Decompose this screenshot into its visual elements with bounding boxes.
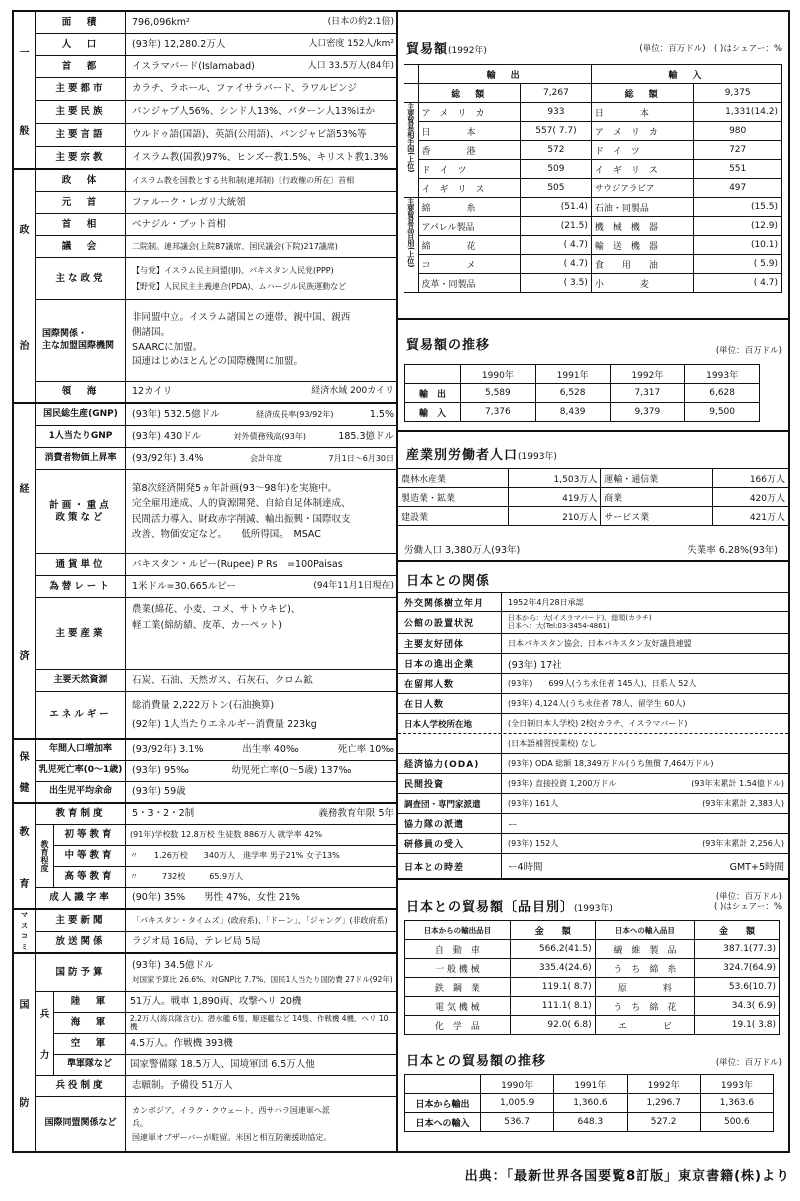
education-section [14, 804, 398, 910]
trade-trend-row: 輸 入 7,376 8,439 9,379 9,500 [405, 403, 760, 422]
japan-trade-trend-title: 日本との貿易額の推移 [406, 1054, 547, 1069]
politics-section [14, 170, 398, 404]
infant-mortality-row: 乳児死亡率(0〜1歳) (93年) 95‰ 幼児死亡率(0〜5歳) 137‰ [36, 761, 398, 782]
trade-trend-title: 貿易額の推移 [406, 338, 491, 353]
experts-dispatch-row: 調査団・専門家派遣 (93年) 161人 (93年末累計 2,383人) [398, 794, 788, 814]
labor-row: 建設業 210万人 サービス業 421万人 [398, 507, 788, 526]
friendship-groups-row: 主要友好団体 日本パキスタン協会、日本パキスタン友好議員連盟 [398, 634, 788, 654]
general-category: 一 般 [14, 12, 36, 168]
partner-row: イ ギ リ ス 505 サウジアラビア 497 [404, 179, 782, 198]
capital-row: 首 都 イスラマバード(Islamabad) 人口 33.5万人(84年) [36, 56, 398, 78]
life-expectancy-row: 出生児平均余命 (93年) 59歳 [36, 782, 398, 802]
japan-trade-row: 自 動 車 566.2(41.5) 繊 維 製 品 387.1(77.3) [405, 940, 780, 959]
economy-category: 経 済 [14, 404, 36, 738]
volunteers-row: 協力隊の派遣 ー [398, 814, 788, 834]
language-row: 主要言語 ウルドゥ語(国語)、英語(公用語)、パンジャビ語53%等 [36, 124, 398, 147]
trade-trend-table: 1990年 1991年 1992年 1993年 輸 出 5,589 6,528 7,317 6,628 輸 入 7,376 8,439 9,379 9,500 [404, 364, 760, 422]
japan-trade-unit: (単位：百万ドル) ( )はシェアー：% [714, 892, 782, 913]
country-profile-sheet [12, 10, 790, 1153]
religion-row: 主要宗教 イスラム教(国教)97%、ヒンズー教1.5%、キリスト教1.3% [36, 147, 398, 168]
cities-row: 主要都市 カラチ、ラホール、ファイサラバード、ラワルピンジ [36, 78, 398, 101]
trade-unit: (単位：百万ドル) ( )はシェアー：% [639, 44, 782, 54]
diplomatic-relations-row: 外交関係樹立年月 1952年4月28日承認 [398, 592, 788, 612]
trade-section [398, 12, 788, 320]
defense-category: 国 防 [14, 954, 36, 1151]
education-level-tag: 教育程度 [36, 825, 54, 888]
newspapers-row: 主要新聞 「パキスタン・タイムズ」(政府系)、「ドーン」、「ジャング」(非政府系) [36, 910, 398, 932]
labor-row: 製造業・鉱業 419万人 商業 420万人 [398, 488, 788, 507]
natural-resources-row: 主要天然資源 石炭、石油、天然ガス、石灰石、クロム鉱 [36, 670, 398, 692]
currency-row: 通貨単位 パキスタン・ルピー(Rupee) P Rs =100Paisas [36, 554, 398, 576]
labor-table [398, 468, 788, 526]
goods-row: コ メ ( 4.7) 食 用 油 ( 5.9) [404, 255, 782, 274]
goods-row: 皮革・同製品 ( 3.5) 小 麦 ( 4.7) [404, 274, 782, 293]
economy-section [14, 404, 398, 740]
broadcasting-row: 放送関係 ラジオ局 16局、テレビ局 5局 [36, 932, 398, 952]
japan-trade-trend-row: 日本への輸入 536.7 648.3 527.2 500.6 [405, 1113, 774, 1132]
politics-category: 政 治 [14, 170, 36, 402]
japan-trade-trend-unit: (単位：百万ドル) [715, 1058, 782, 1068]
japanese-residents-row: 在留邦人数 (93年) 699人(うち永住者 145人)、日系人 52人 [398, 674, 788, 694]
parliament-row: 議 会 二院制。連邦議会(上院87議席、国民議会(下院)217議席) [36, 236, 398, 258]
japan-relations-section [398, 562, 788, 880]
alliances-row: 国際同盟関係など カンボジア、イラク・クウェート、西サハラ国連軍へ派 兵。 国連軍オブザーバーが駐留。米国と相互防衛援助協定。 [36, 1097, 398, 1151]
supplementary-school-row: (日本語補習授業校) なし [398, 734, 788, 754]
oda-row: 経済協力(ODA) (93年) ODA 総額 18,349万ドル(うち無償 7,464万ドル) [398, 754, 788, 774]
trade-trend-unit: (単位：百万ドル) [715, 346, 782, 356]
japanese-companies-row: 日本の進出企業 (93年) 17社 [398, 654, 788, 674]
diplomatic-missions-row: 公館の設置状況 日本から：大(イスラマバード)、総領(カラチ) 日本へ：大(Tel:03-3454-4861) [398, 612, 788, 634]
japan-trade-table: 日本からの輸出品目 金 額 日本への輸入品目 金 額 自 動 車 566.2(41.5) 繊 維 製 品 387.1(77.3) 一 般 機 械 335.4(24.6) う ち 綿 糸 324.7(64.9) 鉄 鋼 業 119.1( 8.7) 原 料 53.6(10.7) 電 気 機 械 111.1( 8.1) う ち 綿 花 34.3( 6.9) 化 学 品 92.0( 6.8) エ ビ 19.1( 3.8) [404, 920, 780, 1035]
japanese-school-row: 日本人学校所在地 (全日制日本人学校) 2校(カラチ、イスラマバード) [398, 714, 788, 734]
defense-section [14, 954, 398, 1151]
head-of-state-row: 元 首 ファルーク・レガリ大統領 [36, 192, 398, 214]
left-column [14, 12, 398, 1151]
government-row: 政 体 イスラム教を国教とする共和制(連邦制)〔行政権の所在〕首相 [36, 170, 398, 192]
labor-force: 労働人口 3,380万人(93年) [404, 545, 521, 556]
parties-row: 主な政党 【与党】イスラム民主同盟(IJI)、パキスタン人民党(PPP) 【野党】人民民主主義連合(PDA)、ムハージル民族運動など [36, 258, 398, 300]
japan-relations-title: 日本との関係 [406, 574, 491, 589]
japan-trade-trend-row: 日本から輸出 1,005.9 1,360.6 1,296.7 1,363.6 [405, 1094, 774, 1113]
labor-section [398, 432, 788, 562]
air-force-row: 空 軍 4.5万人。作戦機 393機 [54, 1034, 398, 1055]
unemployment-rate: 失業率 6.28%(93年) [687, 545, 778, 556]
primary-education-row: 初等教育 (91年)学校数 12.8万校 生徒数 886万人 就学率 42% [54, 825, 398, 846]
goods-row: 綿 花 ( 4.7) 輸 送 機 器 (10.1) [404, 236, 782, 255]
trade-trend-row: 輸 出 5,589 6,528 7,317 6,628 [405, 384, 760, 403]
ethnic-row: 主要民族 パンジャブ人56%、シンド人13%、パターン人13%ほか [36, 101, 398, 124]
defense-budget-row: 国防予算 (93年) 34.5億ドル 対国家予算比 26.6%、対GNP比 7.7%、国民1人当たり国防費 27ドル(92年) [36, 954, 398, 992]
paramilitary-row: 準軍隊など 国家警備隊 18.5万人、国境軍団 6.5万人他 [54, 1055, 398, 1076]
japan-trade-trend-table: 1990年 1991年 1992年 1993年 日本から輸出 1,005.9 1,360.6 1,296.7 1,363.6 日本への輸入 536.7 648.3 527.2 500.6 [404, 1074, 774, 1132]
health-category: 保 健 [14, 740, 36, 802]
japan-trade-section [398, 880, 788, 1050]
partner-row: 主要貿易相手国(上位) ア メ リ カ 933 日 本 1,331(14.2) [404, 103, 782, 122]
media-category: マ ス コ ミ [14, 910, 36, 952]
gnp-per-capita-row: 1人当たりGNP (93年) 430ドル 対外債務残高(93年) 185.3億ドル [36, 426, 398, 448]
force-tag: 兵 力 [36, 992, 54, 1076]
private-investment-row: 民間投資 (93年) 直接投資 1,200万ドル (93年末累計 1.54億ドル) [398, 774, 788, 794]
international-relations-row: 国際関係・ 主な加盟国際機関 非同盟中立。イスラム諸国との連帯、親中国、親西 側諸国。 SAARCに加盟。 国連はじめほとんどの国際機関に加盟。 [36, 300, 398, 382]
education-category: 教 育 [14, 804, 36, 908]
japan-trade-row: 化 学 品 92.0( 6.8) エ ビ 19.1( 3.8) [405, 1016, 780, 1035]
labor-title: 産業別労働者人口(1993年) [406, 448, 557, 463]
goods-row: 主要貿易品目別(上位) 綿 糸 (51.4) 石油・同製品 (15.5) [404, 198, 782, 217]
japan-trade-trend-section [398, 1050, 788, 1151]
population-growth-row: 年間人口増加率 (93/92年) 3.1% 出生率 40‰ 死亡率 10‰ [36, 740, 398, 761]
literacy-row: 成人識字率 (90年) 35% 男性 47%、女性 21% [36, 888, 398, 908]
energy-row: エネルギー 総消費量 2,222万トン(石油換算) (92年) 1人当たりエネルギー消費量 223kg [36, 692, 398, 738]
exchange-rate-row: 為替レート 1米ドル=30.665ルピー (94年11月1日現在) [36, 576, 398, 598]
industry-row: 主要産業 農業(綿花、小麦、コメ、サトウキビ)、 軽工業(綿紡績、皮革、カーペット) [36, 598, 398, 670]
secondary-education-row: 中等教育 〃 1.26万校 340万人 進学率 男子21% 女子13% [54, 846, 398, 867]
japan-trade-row: 鉄 鋼 業 119.1( 8.7) 原 料 53.6(10.7) [405, 978, 780, 997]
japan-trade-row: 電 気 機 械 111.1( 8.1) う ち 綿 花 34.3( 6.9) [405, 997, 780, 1016]
time-difference-row: 日本との時差 ー4時間 GMT+5時間 [398, 854, 788, 878]
labor-row: 農林水産業 1,503万人 運輸・通信業 166万人 [398, 469, 788, 488]
trade-trend-section [398, 320, 788, 432]
japan-trade-row: 一 般 機 械 335.4(24.6) う ち 綿 糸 324.7(64.9) [405, 959, 780, 978]
residents-in-japan-row: 在日人数 (93年) 4,124人(うち永住者 78人、留学生 60人) [398, 694, 788, 714]
right-column [398, 12, 788, 1151]
partner-row: 香 港 572 ド イ ツ 727 [404, 141, 782, 160]
population-row: 人 口 (93年) 12,280.2万人 人口密度 152人/km² [36, 34, 398, 56]
military-service-row: 兵役制度 志願制。予備役 51万人 [36, 1076, 398, 1097]
area-row: 面 積 796,096km² (日本の約2.1倍) [36, 12, 398, 34]
health-section [14, 740, 398, 804]
source-citation: 出典：「最新世界各国要覧8訂版」東京書籍(株)より [464, 1169, 790, 1184]
territorial-sea-row: 領 海 12カイリ 経済水域 200カイリ [36, 382, 398, 402]
trade-title: 貿易額(1992年) [406, 42, 487, 57]
higher-education-row: 高等教育 〃 732校 65.9万人 [54, 867, 398, 888]
japan-trade-title: 日本との貿易額〔品目別〕(1993年) [406, 900, 613, 915]
trainees-row: 研修員の受入 (93年) 152人 (93年末累計 2,256人) [398, 834, 788, 854]
economic-plan-row: 計画・重点 政策など 第8次経済開発5ヵ年計画(93〜98年)を実施中。 完全雇用達成、人的資源開発、自給自足体制達成、 民間活力導入、財政赤字削減、輸出振興・国際収支 改善、物価安定など。 低所得国。 MSAC [36, 470, 398, 554]
trade-table: 輸 出 輸 入 総 額 7,267 総 額 9,375 主要貿易相手国(上位) ア メ リ カ 933 日 本 1,331(14.2) 日 本 557( 7.7) ア メ リ カ 980 香 港 572 ド イ ツ 727 ド イ ツ 509 イ ギ リ ス 551 イ ギ リ ス 505 サウジアラビア 497 主要貿易品目別(上位) 綿 糸 (51.4) 石油・同製品 (15.5) アパレル製品 (21.5) 機 械 機 器 (12.9) 綿 花 ( 4.7) 輸 送 機 器 (10.1) コ メ ( 4.7) 食 用 油 ( 5.9) 皮革・同製品 ( 3.5) 小 麦 ( 4.7) [404, 64, 782, 293]
education-system-row: 教育制度 5・3・2・2制 義務教育年限 5年 [36, 804, 398, 825]
navy-row: 海 軍 2.2万人(海兵隊含む)。潜水艦 6隻、駆逐艦など 14隻、作戦機 4機、ヘリ 10機 [54, 1013, 398, 1034]
gnp-row: 国民総生産(GNP) (93年) 532.5億ドル 経済成長率(93/92年) 1.5% [36, 404, 398, 426]
cpi-row: 消費者物価上昇率 (93/92年) 3.4% 会計年度 7月1日〜6月30日 [36, 448, 398, 470]
general-section [14, 12, 398, 170]
goods-row: アパレル製品 (21.5) 機 械 機 器 (12.9) [404, 217, 782, 236]
prime-minister-row: 首 相 ベナジル・ブット首相 [36, 214, 398, 236]
partner-row: 日 本 557( 7.7) ア メ リ カ 980 [404, 122, 782, 141]
army-row: 陸 軍 51万人。戦車 1,890両、攻撃ヘリ 20機 [54, 992, 398, 1013]
media-section [14, 910, 398, 954]
partner-row: ド イ ツ 509 イ ギ リ ス 551 [404, 160, 782, 179]
